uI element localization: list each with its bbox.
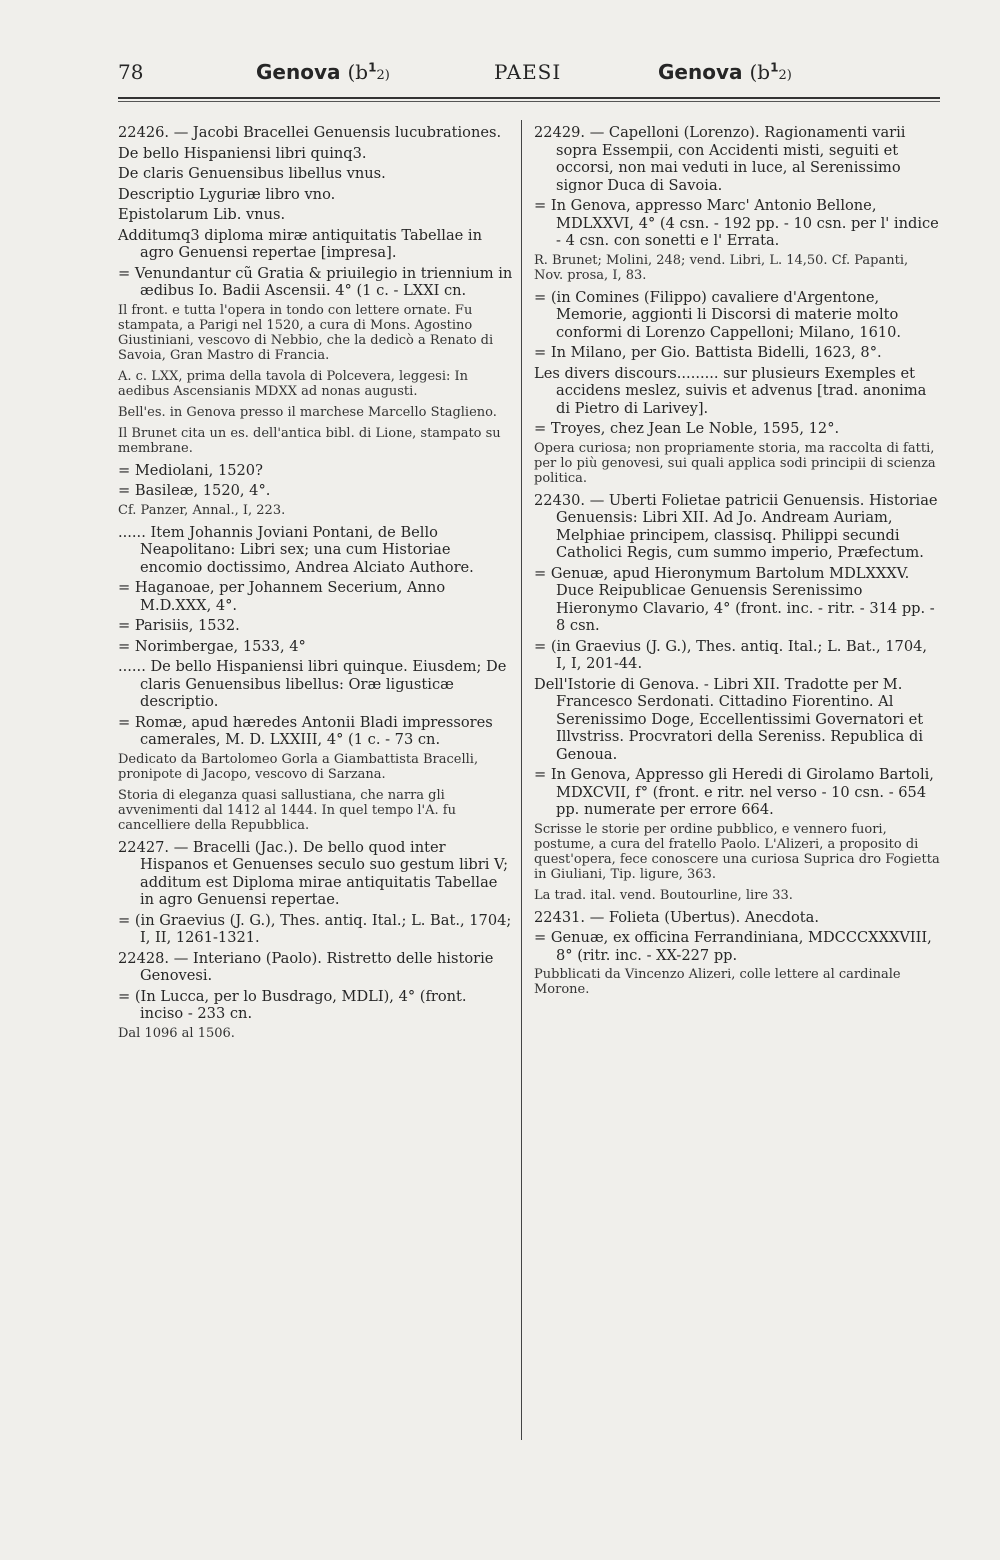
header-left-title: Genova $(b^12)$ — [256, 60, 390, 84]
note-paragraph: Bell'es. in Genova presso il marchese Marcello Staglieno. — [118, 404, 497, 420]
entry-paragraph: 22430. — Uberti Folietae patricii Genuensis. Historiae Genuensis: Libri XII. Ad Jo. Andream Auriam, Melphiae principem, classisq. Philippi secundi Catholici Regis, cum summo imperio, Præfectum. — [534, 491, 938, 561]
note-paragraph: Cf. Panzer, Annal., I, 223. — [118, 502, 286, 518]
entry-paragraph: 22429. — Capelloni (Lorenzo). Ragionamenti varii sopra Essempii, con Accidenti misti, seguiti et occorsi, non mai veduti in luce, al Serenissimo signor Duca di Savoia. — [534, 124, 906, 194]
entry-paragraph: = Romæ, apud hæredes Antonii Bladi impressores camerales, M. D. LXXIII, 4° (1 c. - 73 cn. — [118, 713, 493, 748]
left-column — [118, 124, 514, 1047]
running-header — [118, 60, 940, 92]
entry-paragraph: = Genuæ, ex officina Ferrandiniana, MDCCCXXXVIII, 8° (ritr. inc. - XX-227 pp. — [534, 929, 932, 964]
entry-paragraph: = In Genova, Appresso gli Heredi di Girolamo Bartoli, MDXCVII, f° (front. e ritr. nel verso - 10 csn. - 654 pp. numerate per errore 664. — [534, 766, 934, 818]
entry-paragraph: ...... De bello Hispaniensi libri quinque. Eiusdem; De claris Genuensibus libellus: Oræ ligusticæ descriptio. — [118, 658, 507, 710]
note-paragraph: R. Brunet; Molini, 248; vend. Libri, L. 14,50. Cf. Papanti, Nov. prosa, I, 83. — [534, 252, 909, 283]
note-paragraph: Storia di eleganza quasi sallustiana, che narra gli avvenimenti dal 1412 al 1444. In quel tempo l'A. fu cancelliere della Repubblica. — [118, 787, 456, 833]
entry-paragraph: = Basileæ, 1520, 4°. — [118, 482, 271, 499]
note-paragraph: Pubblicati da Vincenzo Alizeri, colle lettere al cardinale Morone. — [534, 967, 901, 997]
entry-paragraph: = Haganoae, per Johannem Secerium, Anno M.D.XXX, 4°. — [118, 579, 446, 614]
note-paragraph: Il Brunet cita un es. dell'antica bibl. di Lione, stampato su membrane. — [118, 425, 501, 456]
entry-paragraph: = Troyes, chez Jean Le Noble, 1595, 12°. — [534, 420, 840, 437]
column-divider — [521, 120, 522, 1440]
right-column — [534, 124, 940, 1003]
entry-paragraph: = In Milano, per Gio. Battista Bidelli, 1623, 8°. — [534, 344, 882, 361]
entry-paragraph: 22431. — Folieta (Ubertus). Anecdota. — [534, 908, 819, 926]
header-right-title: Genova $(b^12)$ — [658, 60, 792, 84]
entry-paragraph: 22427. — Bracelli (Jac.). De bello quod inter Hispanos et Genuenses seculo suo gestum libri V; additum est Diploma mirae antiquitatis Tabellae in agro Genuensi repertae. — [118, 838, 509, 908]
entry-paragraph: = (in Comines (Filippo) cavaliere d'Argentone, Memorie, aggionti li Discorsi di materie molto conformi di Lorenzo Cappelloni; Milano, 1610. — [534, 288, 902, 341]
header-center: PAESI — [494, 60, 562, 84]
entry-paragraph: = Norimbergae, 1533, 4° — [118, 637, 306, 655]
entry-paragraph: Epistolarum Lib. vnus. — [118, 206, 286, 223]
entry-paragraph: = (In Lucca, per lo Busdrago, MDLI), 4° (front. inciso - 233 cn. — [118, 987, 467, 1022]
entry-paragraph: De claris Genuensibus libellus vnus. — [118, 165, 386, 182]
page-number: 78 — [118, 60, 144, 84]
entry-paragraph: = (in Graevius (J. G.), Thes. antiq. Ital.; L. Bat., 1704, I, I, 201-44. — [534, 637, 928, 672]
entry-paragraph: 22428. — Interiano (Paolo). Ristretto delle historie Genovesi. — [118, 949, 494, 984]
entry-paragraph: Descriptio Lyguriæ libro vno. — [118, 185, 336, 203]
entry-paragraph: = (in Graevius (J. G.), Thes. antiq. Ital.; L. Bat., 1704; I, II, 1261-1321. — [118, 911, 512, 946]
entry-paragraph: 22426. — Jacobi Bracellei Genuensis lucubrationes. — [118, 124, 502, 141]
note-paragraph: Il front. e tutta l'opera in tondo con lettere ornate. Fu stampata, a Parigi nel 1520, a cura di Mons. Agostino Giustiniani, vescovo di Nebbio, che la dedicò a Renato di Savoia, Gran Mastro di Francia. — [118, 302, 494, 363]
note-paragraph: Dedicato da Bartolomeo Gorla a Giambattista Bracelli, pronipote di Jacopo, vescovo di Sarzana. — [118, 751, 479, 782]
entry-paragraph: = In Genova, appresso Marc' Antonio Bellone, MDLXXVI, 4° (4 csn. - 192 pp. - 10 csn. per l' indice - 4 csn. con sonetti e l' Errata. — [534, 197, 939, 249]
entry-paragraph: = Venundantur cũ Gratia & priuilegio in triennium in ædibus Io. Badii Ascensii. 4° (1 c. - LXXI cn. — [118, 264, 513, 299]
header-rule-thin — [118, 101, 940, 102]
entry-paragraph: = Parisiis, 1532. — [118, 617, 240, 634]
entry-paragraph: De bello Hispaniensi libri quinq3. — [118, 144, 367, 162]
header-rule — [118, 97, 940, 99]
entry-paragraph: = Mediolani, 1520? — [118, 461, 263, 479]
entry-paragraph: = Genuæ, apud Hieronymum Bartolum MDLXXXV. Duce Reipublicae Genuensis Serenissimo Hieronymo Clavario, 4° (front. inc. - ritr. - 314 pp. - 8 csn. — [534, 564, 935, 634]
note-paragraph: Scrisse le storie per ordine pubblico, e vennero fuori, postume, a cura del fratello Paolo. L'Alizeri, a proposito di quest'opera, fece conoscere una curiosa Suprica dro Fogietta in Giuliani, Tip. ligure, 363. — [534, 821, 940, 882]
entry-paragraph: Les divers discours......... sur plusieurs Exemples et accidens meslez, suivis et advenus [trad. anonima di Pietro di Larivey]. — [534, 364, 927, 417]
entry-paragraph: Additumq3 diploma miræ antiquitatis Tabellae in agro Genuensi repertae [impresa]. — [118, 226, 483, 261]
note-paragraph: Dal 1096 al 1506. — [118, 1025, 235, 1041]
note-paragraph: Opera curiosa; non propriamente storia, ma raccolta di fatti, per lo più genovesi, sui quali applica sodi principii di scienza politica. — [534, 440, 936, 486]
entry-paragraph: ...... Item Johannis Joviani Pontani, de Bello Neapolitano: Libri sex; una cum Historiae encomio doctissimo, Andrea Alciato Authore. — [118, 523, 474, 576]
entry-paragraph: Dell'Istorie di Genova. - Libri XII. Tradotte per M. Francesco Serdonati. Cittadino Fiorentino. Al Serenissimo Doge, Eccellentissimi Governatori et Illvstriss. Procvratori della Sereniss. Republica di Genoua. — [534, 675, 924, 763]
note-paragraph: A. c. LXX, prima della tavola di Polcevera, leggesi: In aedibus Ascensianis MDXX ad nonas augusti. — [118, 368, 469, 399]
note-paragraph: La trad. ital. vend. Boutourline, lire 33. — [534, 887, 793, 903]
